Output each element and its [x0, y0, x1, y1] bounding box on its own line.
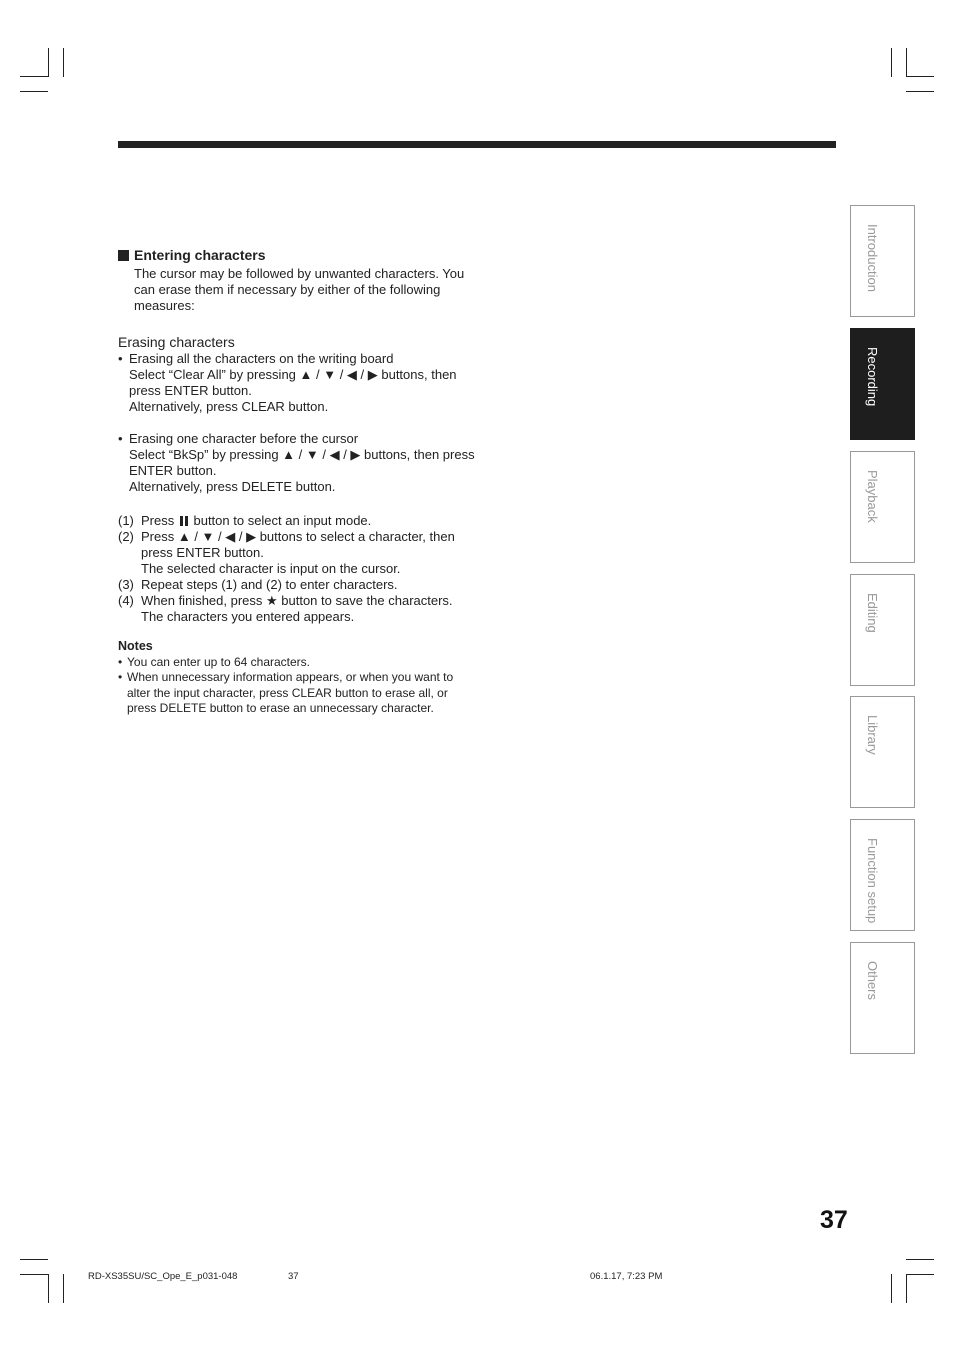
notes-section [118, 639, 478, 717]
bullet-line: Select “BkSp” by pressing ▲ / ▼ / ◀ / ▶ buttons, then press ENTER button. [129, 447, 475, 478]
step-item [118, 513, 478, 529]
step-item [118, 593, 478, 625]
crop-mark [48, 1274, 49, 1303]
tab-function-setup[interactable] [850, 819, 915, 931]
step-text: Press [141, 513, 175, 528]
crop-mark [20, 76, 48, 77]
list-item [118, 670, 478, 717]
crop-mark [891, 48, 892, 77]
crop-mark [891, 1274, 892, 1303]
tab-label: Editing [865, 593, 880, 633]
tab-recording[interactable] [850, 328, 915, 440]
note-text: You can enter up to 64 characters. [127, 654, 311, 669]
bullet-line: Select “Clear All” by pressing ▲ / ▼ / ◀ / ▶ buttons, then press ENTER button. [129, 367, 457, 398]
tab-label: Playback [865, 470, 880, 523]
list-item [118, 351, 478, 415]
tab-editing[interactable] [850, 574, 915, 686]
crop-mark [63, 48, 64, 77]
section-heading-text: Entering characters [134, 247, 266, 263]
step-text: When finished, press ★ button to save the characters. [141, 593, 453, 608]
tab-others[interactable] [850, 942, 915, 1054]
step-note: The selected character is input on the cursor. [141, 561, 401, 576]
tab-library[interactable] [850, 696, 915, 808]
crop-mark [906, 91, 934, 92]
crop-mark [63, 1274, 64, 1303]
crop-mark [20, 1259, 48, 1260]
bullet-lead: Erasing one character before the cursor [129, 431, 359, 446]
bullet-mark: • [118, 431, 123, 446]
bullet-line: Alternatively, press CLEAR button. [129, 399, 329, 414]
crop-mark [20, 1274, 48, 1275]
tab-label: Library [865, 715, 880, 755]
step-number: (1) [118, 513, 134, 528]
crop-mark [20, 91, 48, 92]
footer-timestamp: 06.1.17, 7:23 PM [590, 1271, 663, 1282]
bullet-lead: Erasing all the characters on the writing board [129, 351, 394, 366]
footer-filename: RD-XS35SU/SC_Ope_E_p031-048 [88, 1271, 238, 1282]
steps-list [118, 513, 478, 625]
header-rule [118, 141, 836, 148]
footer-page: 37 [288, 1271, 299, 1282]
tab-label: Others [865, 961, 880, 1001]
crop-mark [906, 1274, 934, 1275]
tab-label: Recording [865, 347, 880, 407]
crop-mark [906, 76, 934, 77]
erasing-subheading: Erasing characters [118, 334, 235, 350]
page-number: 37 [820, 1206, 848, 1234]
step-item [118, 529, 478, 577]
note-text: When unnecessary information appears, or when you want to alter the input character, press CLEAR button to erase all, or press DELETE button to erase an unnecessary character. [127, 670, 454, 715]
bullet-mark: • [118, 351, 123, 366]
crop-mark [906, 1259, 934, 1260]
step-text: Repeat steps (1) and (2) to enter characters. [141, 577, 398, 592]
list-item [118, 655, 478, 671]
step-number: (4) [118, 593, 134, 608]
section-heading [118, 246, 478, 264]
bullet-mark: • [118, 654, 123, 669]
step-text: Press ▲ / ▼ / ◀ / ▶ buttons to select a character, then press ENTER button. [141, 529, 455, 560]
crop-mark [48, 48, 49, 77]
list-item [118, 431, 478, 495]
bullet-line: Alternatively, press DELETE button. [129, 479, 336, 494]
tab-playback[interactable] [850, 451, 915, 563]
crop-mark [906, 1274, 907, 1303]
step-number: (3) [118, 577, 134, 592]
notes-title: Notes [118, 639, 153, 653]
tab-introduction[interactable] [850, 205, 915, 317]
pause-icon [180, 516, 188, 526]
step-note: The characters you entered appears. [141, 609, 355, 624]
tab-label: Introduction [865, 224, 880, 292]
bullet-mark: • [118, 670, 123, 684]
main-content [118, 246, 478, 717]
square-bullet-icon [118, 250, 129, 261]
tab-label: Function setup [865, 838, 880, 924]
step-item [118, 577, 478, 593]
intro-paragraph: The cursor may be followed by unwanted characters. You can erase them if necessary by either of the following measures: [134, 266, 465, 313]
step-text: button to select an input mode. [193, 513, 372, 528]
step-number: (2) [118, 529, 134, 544]
crop-mark [906, 48, 907, 77]
